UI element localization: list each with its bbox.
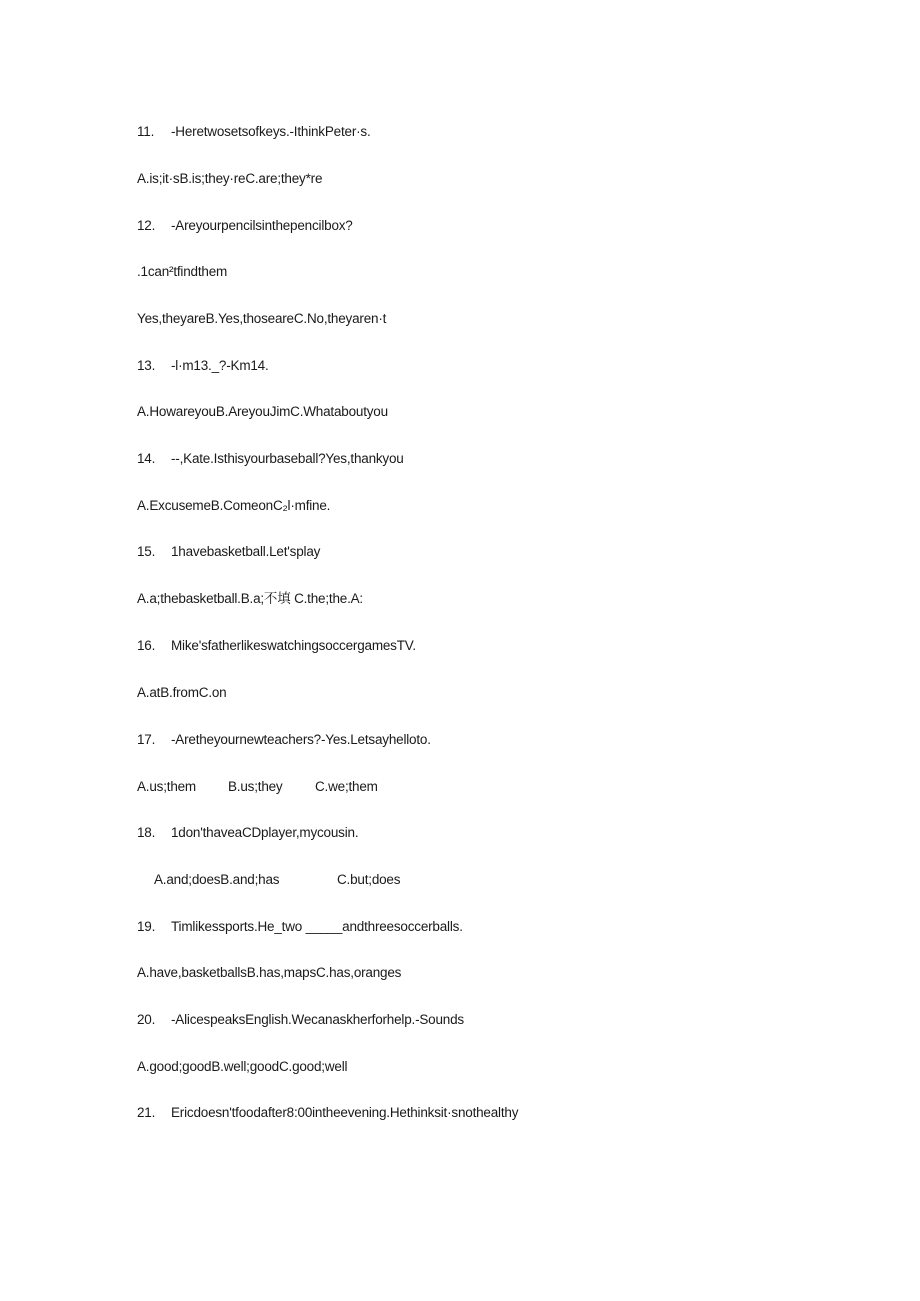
- question-stem: 1don'thaveaCDplayer,mycousin.: [171, 825, 359, 840]
- question-number: 17.: [137, 732, 156, 747]
- question-13-options: A.HowareyouB.AreyouJimC.Whataboutyou: [137, 404, 388, 419]
- question-21: [137, 1104, 518, 1122]
- question-number: 15.: [137, 544, 156, 559]
- option-c: C.we;them: [315, 779, 378, 794]
- question-number: 19.: [137, 919, 156, 934]
- question-11: [137, 123, 371, 141]
- question-number: 14.: [137, 451, 156, 466]
- question-18-options: [154, 871, 400, 889]
- question-number: 11.: [137, 124, 155, 139]
- question-stem: Ericdoesn'tfoodafter8:00intheevening.Hethinksit·snothealthy: [171, 1105, 519, 1120]
- question-14-options: A.ExcusemeB.ComeonC₂l·mfine.: [137, 498, 331, 513]
- question-stem: -Areyourpencilsinthepencilbox?: [171, 218, 353, 233]
- question-12-subline: .1can²tfindthem: [137, 264, 228, 279]
- question-stem: -Heretwosetsofkeys.-IthinkPeter·s.: [171, 124, 371, 139]
- question-19: [137, 918, 463, 936]
- question-20-options: A.good;goodB.well;goodC.good;well: [137, 1059, 348, 1074]
- question-stem: -AlicespeaksEnglish.Wecanaskherforhelp.-Sounds: [171, 1012, 464, 1027]
- question-number: 16.: [137, 638, 156, 653]
- question-number: 18.: [137, 825, 156, 840]
- question-stem: Mike'sfatherlikeswatchingsoccergamesTV.: [171, 638, 416, 653]
- option-a-b: A.and;doesB.and;has: [154, 872, 280, 887]
- question-16-options: A.atB.fromC.on: [137, 685, 227, 700]
- question-14: [137, 450, 404, 468]
- question-stem: -Aretheyournewteachers?-Yes.Letsayhelloto.: [171, 732, 431, 747]
- question-11-options: A.is;it·sB.is;they·reC.are;they*re: [137, 171, 323, 186]
- question-12-options: Yes,theyareB.Yes,thoseareC.No,theyaren·t: [137, 311, 387, 326]
- question-19-options: A.have,basketballsB.has,mapsC.has,oranges: [137, 965, 402, 980]
- question-20: [137, 1011, 464, 1029]
- question-17: [137, 731, 431, 749]
- option-a: A.us;them: [137, 779, 196, 794]
- question-15-options: A.a;thebasketball.B.a;不填 C.the;the.A:: [137, 591, 363, 606]
- option-c: C.but;does: [337, 872, 401, 887]
- question-stem: Timlikessports.He_two _____andthreesoccerballs.: [171, 919, 463, 934]
- question-stem: -l·m13._?-Km14.: [171, 358, 269, 373]
- question-stem: --,Kate.Isthisyourbaseball?Yes,thankyou: [171, 451, 404, 466]
- question-12: [137, 217, 353, 235]
- question-18: [137, 824, 358, 842]
- question-17-options: [137, 778, 378, 796]
- question-number: 12.: [137, 218, 156, 233]
- question-13: [137, 357, 269, 375]
- question-number: 21.: [137, 1105, 156, 1120]
- option-b: B.us;they: [228, 779, 283, 794]
- question-15: [137, 543, 320, 561]
- question-stem: 1havebasketball.Let'splay: [171, 544, 321, 559]
- question-16: [137, 637, 416, 655]
- question-number: 13.: [137, 358, 156, 373]
- question-number: 20.: [137, 1012, 156, 1027]
